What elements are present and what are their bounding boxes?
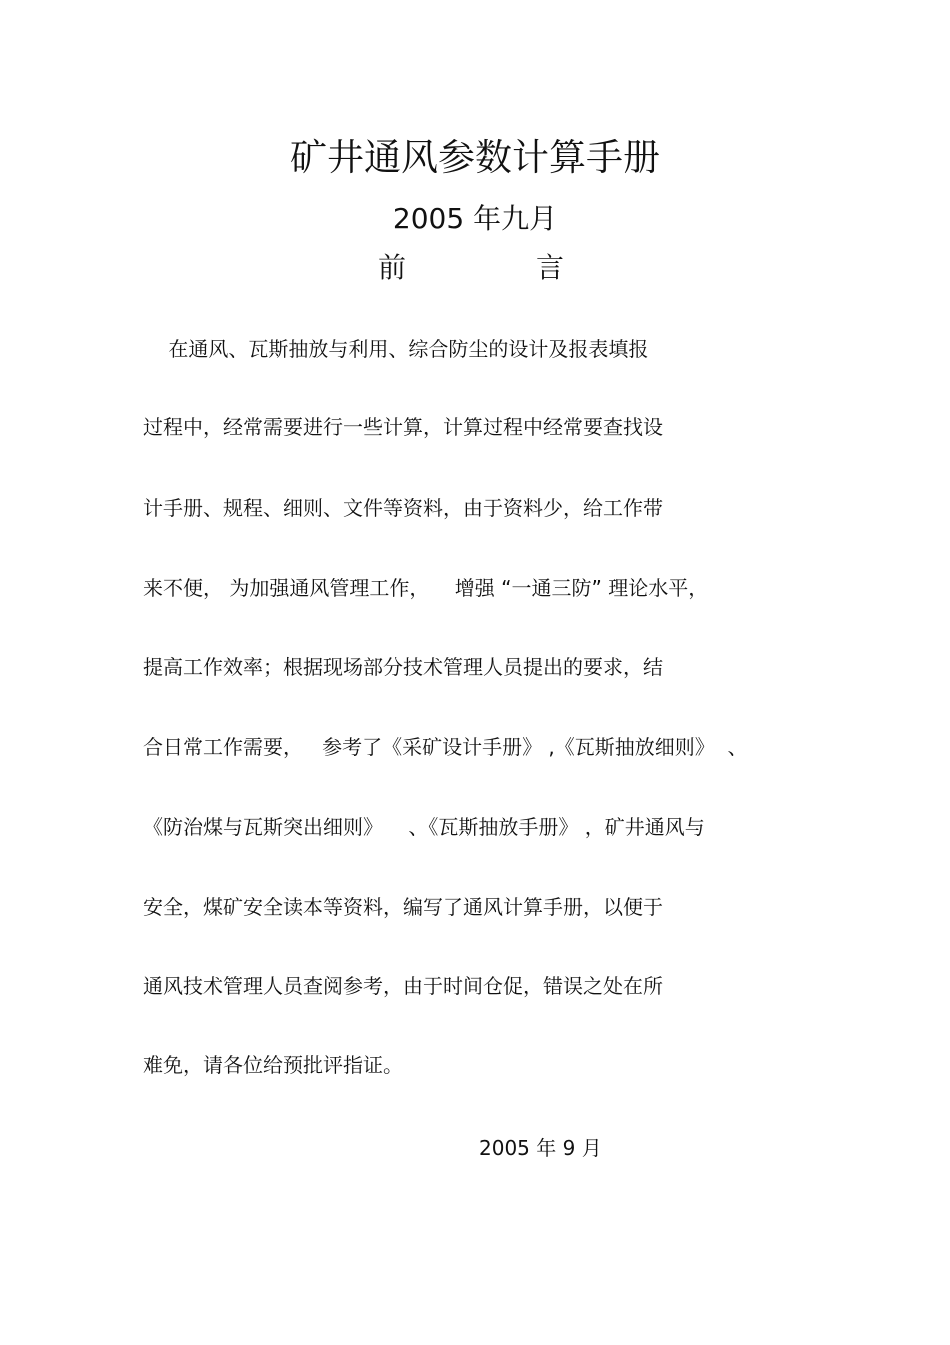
- preface-heading-char-1: 前: [378, 251, 407, 284]
- preface-line: 安全，煤矿安全读本等资料，编写了通风计算手册，以便于: [143, 895, 663, 919]
- document-title: 矿井通风参数计算手册: [290, 136, 660, 179]
- preface-line: 《防治煤与瓦斯突出细则》 、《瓦斯抽放手册》 ，矿井通风与: [143, 815, 705, 839]
- preface-line: 过程中，经常需要进行一些计算，计算过程中经常要查找设: [143, 415, 663, 439]
- preface-line: 难免，请各位给预批评指证。: [143, 1053, 403, 1077]
- closing-date: 2005 年 9 月: [479, 1136, 602, 1160]
- preface-line: 合日常工作需要， 参考了《采矿设计手册》 ,《瓦斯抽放细则》 、: [143, 735, 748, 759]
- preface-line: 通风技术管理人员查阅参考，由于时间仓促，错误之处在所: [143, 974, 663, 998]
- preface-heading-char-2: 言: [536, 251, 565, 284]
- preface-line: 在通风、瓦斯抽放与利用、综合防尘的设计及报表填报: [143, 337, 649, 361]
- preface-line: 计手册、规程、细则、文件等资料，由于资料少，给工作带: [143, 496, 663, 520]
- preface-line: 来不便， 为加强通风管理工作， 增强 “一通三防” 理论水平，: [143, 576, 709, 600]
- preface-line: 提高工作效率；根据现场部分技术管理人员提出的要求，结: [143, 655, 663, 679]
- document-date-subtitle: 2005 年九月: [392, 202, 558, 235]
